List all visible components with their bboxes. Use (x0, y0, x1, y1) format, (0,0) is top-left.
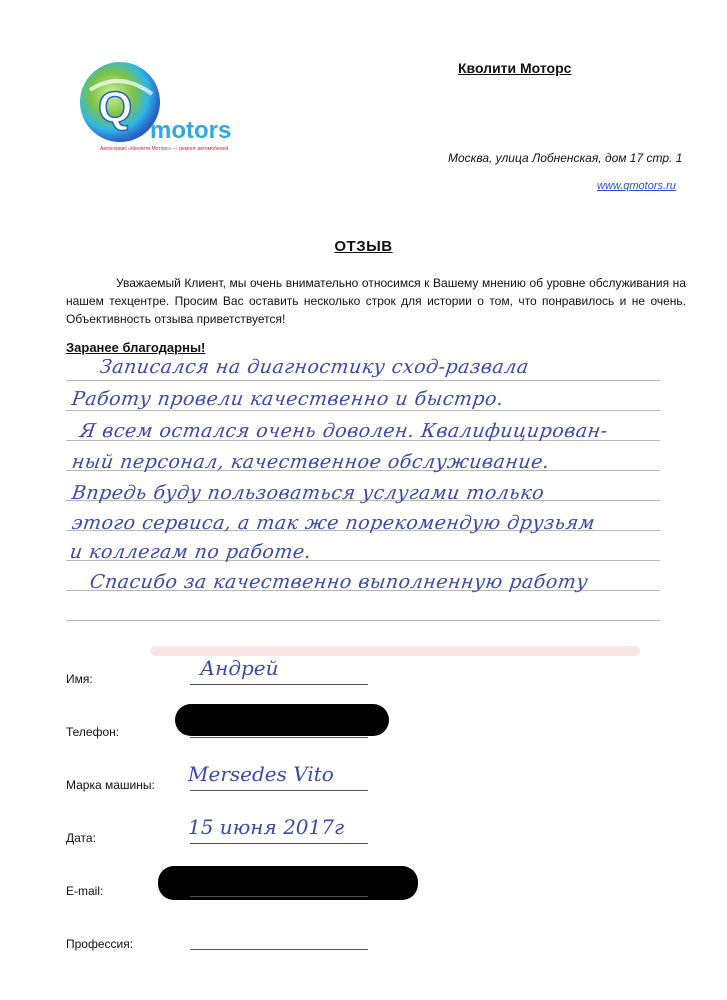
ruled-line (66, 620, 660, 621)
ruled-line (66, 410, 660, 411)
redacted-email (158, 866, 418, 900)
review-line: Работу провели качественно и быстро. (70, 388, 506, 410)
car-label: Марка машины: (66, 778, 155, 792)
name-field-line[interactable] (190, 684, 368, 685)
review-line: Впредь буду пользоваться услугами только (70, 482, 546, 504)
redacted-phone (175, 704, 389, 736)
qmotors-logo (80, 60, 265, 170)
company-name: Кволити Моторс (458, 60, 572, 76)
car-value: Mersedes Vito (188, 762, 334, 786)
svg-text:Q: Q (98, 83, 133, 132)
review-line: ный персонал, качественное обслуживание. (70, 451, 552, 473)
review-line: и коллегам по работе. (68, 541, 313, 563)
email-field-line[interactable] (190, 896, 368, 897)
phone-label: Телефон: (66, 725, 120, 739)
company-address: Москва, улица Лобненская, дом 17 стр. 1 (448, 151, 683, 165)
profession-field-line[interactable] (190, 949, 368, 950)
svg-text:motors: motors (150, 117, 232, 144)
form-title: ОТЗЫВ (334, 238, 393, 255)
name-label: Имя: (66, 672, 93, 686)
intro-paragraph: Уважаемый Клиент, мы очень внимательно относимся к Вашему мнению об уровне обслуживания на нашем техцентре. Просим Вас оставить несколько строк для истории о том, что понравилось и не очень. Объективность отзыва приветствуется! (66, 276, 686, 326)
review-line: Спасибо за качественно выполненную работу (88, 571, 590, 593)
thanks-heading: Заранее благодарны! (66, 340, 206, 355)
date-field-line[interactable] (190, 843, 368, 844)
review-line: Записался на диагностику сход-развала (98, 356, 531, 378)
email-label: E-mail: (66, 884, 104, 898)
date-value: 15 июня 2017г (188, 815, 345, 839)
date-label: Дата: (66, 831, 96, 845)
review-line: этого сервиса, а так же порекомендую друзьям (70, 512, 597, 534)
name-value: Андрей (200, 656, 279, 680)
car-field-line[interactable] (190, 790, 368, 791)
logo-tagline: Автосервис «Кволити Моторс» — ремонт автомобилей (100, 146, 229, 152)
phone-field-line[interactable] (190, 737, 368, 738)
review-line: Я всем остался очень доволен. Квалифицирован- (78, 420, 610, 442)
company-website-link[interactable]: www.qmotors.ru (597, 180, 676, 192)
profession-label: Профессия: (66, 937, 134, 951)
ruled-line (66, 380, 660, 381)
